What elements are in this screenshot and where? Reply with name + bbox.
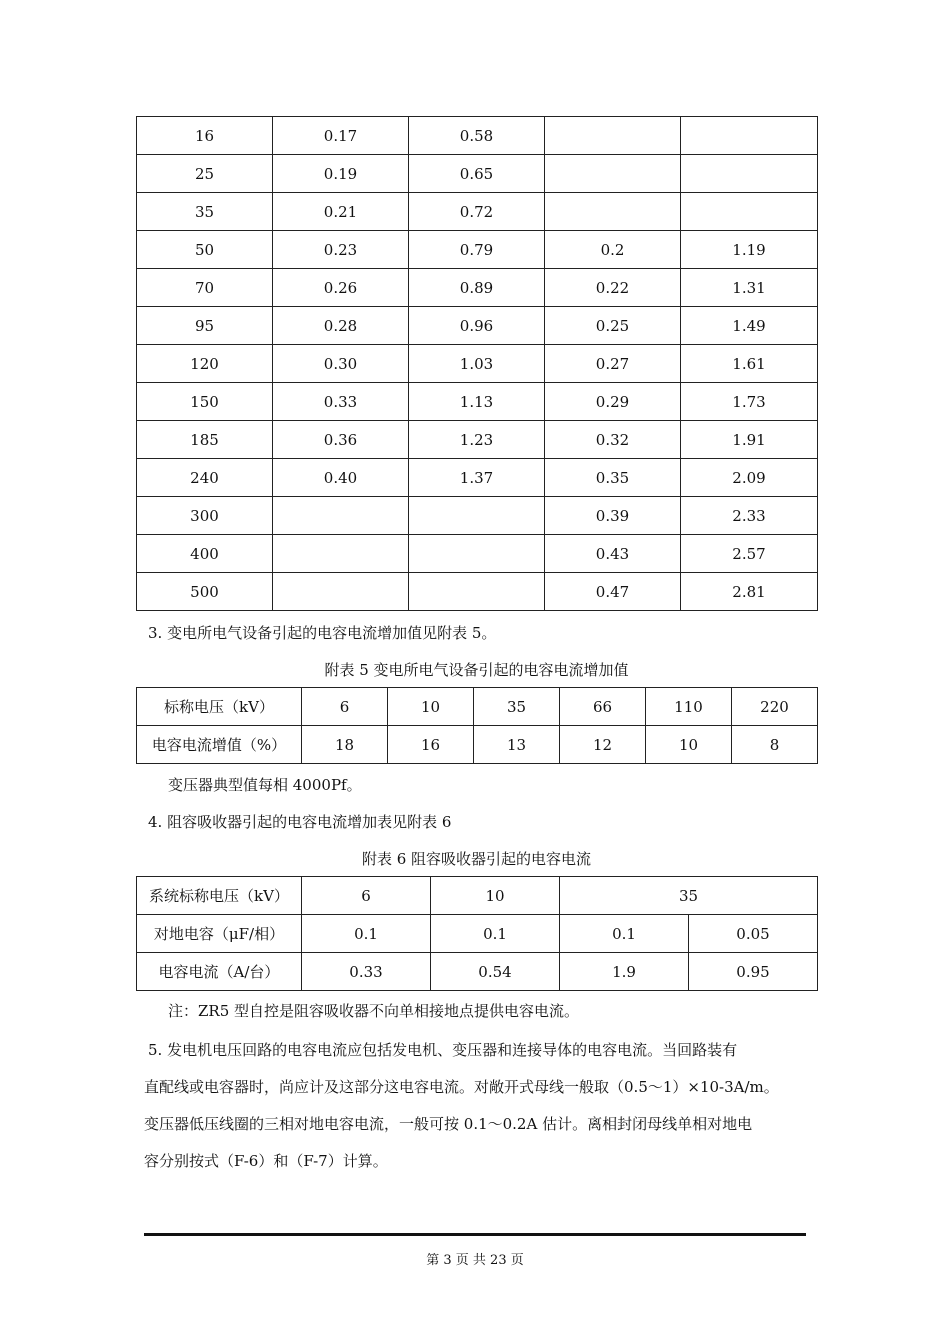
paragraph-5-line-4: 容分别按式（F-6）和（F-7）计算。 bbox=[144, 1152, 388, 1170]
table-cell: 70 bbox=[137, 269, 273, 307]
table-row bbox=[137, 307, 818, 345]
table-cell: 0.19 bbox=[273, 155, 409, 193]
table-1-body bbox=[137, 117, 818, 611]
table-cell: 0.25 bbox=[545, 307, 681, 345]
paragraph-4: 4. 阻容吸收器引起的电容电流增加表见附表 6 bbox=[148, 813, 452, 831]
voltage-cell: 66 bbox=[560, 688, 646, 726]
header-label-cell: 标称电压（kV） bbox=[137, 688, 302, 726]
table-row bbox=[137, 269, 818, 307]
voltage-cell: 110 bbox=[646, 688, 732, 726]
table-cell: 0.28 bbox=[273, 307, 409, 345]
paragraph-5-line-3: 变压器低压线圈的三相对地电容电流，一般可按 0.1～0.2A 估计。离相封闭母线单相对地电 bbox=[144, 1115, 753, 1133]
data-table-3 bbox=[136, 876, 818, 991]
value-cell: 8 bbox=[732, 726, 818, 764]
table-cell bbox=[409, 497, 545, 535]
table-cell: 0.39 bbox=[545, 497, 681, 535]
value-cell: 0.1 bbox=[431, 915, 560, 953]
voltage-cell: 6 bbox=[302, 688, 388, 726]
table-row bbox=[137, 726, 818, 764]
table-row bbox=[137, 953, 818, 991]
table-cell: 0.65 bbox=[409, 155, 545, 193]
table-cell: 300 bbox=[137, 497, 273, 535]
table-cell bbox=[273, 497, 409, 535]
table-cell: 0.35 bbox=[545, 459, 681, 497]
data-table-1 bbox=[136, 116, 818, 611]
table-cell bbox=[681, 155, 818, 193]
table-cell: 0.23 bbox=[273, 231, 409, 269]
footer-rule bbox=[144, 1233, 806, 1236]
table-cell: 185 bbox=[137, 421, 273, 459]
row-label-cell: 电容电流（A/台） bbox=[137, 953, 302, 991]
value-cell: 35 bbox=[560, 877, 818, 915]
table-row bbox=[137, 117, 818, 155]
value-cell: 6 bbox=[302, 877, 431, 915]
table-cell bbox=[545, 193, 681, 231]
zr5-note: 注：ZR5 型自控是阻容吸收器不向单相接地点提供电容电流。 bbox=[168, 1002, 580, 1020]
value-cell: 0.1 bbox=[302, 915, 431, 953]
table-cell: 0.96 bbox=[409, 307, 545, 345]
table-cell: 2.09 bbox=[681, 459, 818, 497]
paragraph-3: 3. 变电所电气设备引起的电容电流增加值见附表 5。 bbox=[148, 624, 497, 642]
table-row bbox=[137, 421, 818, 459]
paragraph-5-line-1: 5. 发电机电压回路的电容电流应包括发电机、变压器和连接导体的电容电流。当回路装有 bbox=[148, 1041, 738, 1059]
table-cell: 1.13 bbox=[409, 383, 545, 421]
table-cell: 25 bbox=[137, 155, 273, 193]
table-cell: 0.58 bbox=[409, 117, 545, 155]
table-cell: 0.17 bbox=[273, 117, 409, 155]
voltage-cell: 10 bbox=[388, 688, 474, 726]
value-cell: 10 bbox=[431, 877, 560, 915]
table-row bbox=[137, 573, 818, 611]
value-cell: 13 bbox=[474, 726, 560, 764]
value-cell: 0.05 bbox=[689, 915, 818, 953]
table-cell bbox=[681, 193, 818, 231]
table-cell: 50 bbox=[137, 231, 273, 269]
table-row bbox=[137, 915, 818, 953]
table-cell: 400 bbox=[137, 535, 273, 573]
table-row bbox=[137, 231, 818, 269]
table-cell: 500 bbox=[137, 573, 273, 611]
table-cell: 2.57 bbox=[681, 535, 818, 573]
table-3-caption: 附表 6 阻容吸收器引起的电容电流 bbox=[361, 850, 592, 868]
table-cell: 1.37 bbox=[409, 459, 545, 497]
value-cell: 10 bbox=[646, 726, 732, 764]
row-label-cell: 电容电流增值（%） bbox=[137, 726, 302, 764]
table-cell: 0.2 bbox=[545, 231, 681, 269]
table-cell: 0.22 bbox=[545, 269, 681, 307]
table-row bbox=[137, 688, 818, 726]
table-cell: 120 bbox=[137, 345, 273, 383]
table-cell: 0.26 bbox=[273, 269, 409, 307]
table-row bbox=[137, 345, 818, 383]
table-cell: 95 bbox=[137, 307, 273, 345]
table-row bbox=[137, 155, 818, 193]
table-cell: 0.33 bbox=[273, 383, 409, 421]
table-2-caption: 附表 5 变电所电气设备引起的电容电流增加值 bbox=[324, 661, 629, 679]
table-cell: 1.03 bbox=[409, 345, 545, 383]
table-cell: 150 bbox=[137, 383, 273, 421]
table-cell bbox=[681, 117, 818, 155]
table-row bbox=[137, 193, 818, 231]
table-row bbox=[137, 535, 818, 573]
value-cell: 0.33 bbox=[302, 953, 431, 991]
table-cell: 240 bbox=[137, 459, 273, 497]
value-cell: 0.1 bbox=[560, 915, 689, 953]
table-cell: 1.49 bbox=[681, 307, 818, 345]
data-table-2 bbox=[136, 687, 818, 764]
table-cell bbox=[409, 573, 545, 611]
value-cell: 0.54 bbox=[431, 953, 560, 991]
table-cell: 1.61 bbox=[681, 345, 818, 383]
table-cell bbox=[545, 155, 681, 193]
table-row bbox=[137, 383, 818, 421]
voltage-cell: 220 bbox=[732, 688, 818, 726]
table-cell: 1.73 bbox=[681, 383, 818, 421]
table-row bbox=[137, 877, 818, 915]
row-label-cell: 对地电容（μF/相） bbox=[137, 915, 302, 953]
table-cell: 0.21 bbox=[273, 193, 409, 231]
table-cell: 2.33 bbox=[681, 497, 818, 535]
table-cell: 0.72 bbox=[409, 193, 545, 231]
table-cell bbox=[273, 573, 409, 611]
table-cell bbox=[409, 535, 545, 573]
table-cell: 1.91 bbox=[681, 421, 818, 459]
row-label-cell: 系统标称电压（kV） bbox=[137, 877, 302, 915]
table-cell: 0.32 bbox=[545, 421, 681, 459]
table-row bbox=[137, 497, 818, 535]
voltage-cell: 35 bbox=[474, 688, 560, 726]
value-cell: 18 bbox=[302, 726, 388, 764]
transformer-note: 变压器典型值每相 4000Pf。 bbox=[168, 776, 362, 794]
table-cell: 2.81 bbox=[681, 573, 818, 611]
value-cell: 1.9 bbox=[560, 953, 689, 991]
table-cell: 35 bbox=[137, 193, 273, 231]
page-footer: 第 3 页 共 23 页 bbox=[426, 1253, 524, 1268]
value-cell: 12 bbox=[560, 726, 646, 764]
table-cell: 0.89 bbox=[409, 269, 545, 307]
table-row bbox=[137, 459, 818, 497]
table-cell bbox=[273, 535, 409, 573]
table-cell: 0.47 bbox=[545, 573, 681, 611]
table-cell: 1.23 bbox=[409, 421, 545, 459]
table-cell: 0.40 bbox=[273, 459, 409, 497]
paragraph-5-line-2: 直配线或电容器时，尚应计及这部分这电容电流。对敞开式母线一般取（0.5～1）×10-3A/m。 bbox=[144, 1078, 779, 1096]
table-cell: 0.30 bbox=[273, 345, 409, 383]
table-cell: 0.43 bbox=[545, 535, 681, 573]
value-cell: 16 bbox=[388, 726, 474, 764]
table-cell: 16 bbox=[137, 117, 273, 155]
value-cell: 0.95 bbox=[689, 953, 818, 991]
table-cell: 1.19 bbox=[681, 231, 818, 269]
table-cell: 0.27 bbox=[545, 345, 681, 383]
table-cell: 0.29 bbox=[545, 383, 681, 421]
table-cell bbox=[545, 117, 681, 155]
table-cell: 0.36 bbox=[273, 421, 409, 459]
table-cell: 0.79 bbox=[409, 231, 545, 269]
table-cell: 1.31 bbox=[681, 269, 818, 307]
